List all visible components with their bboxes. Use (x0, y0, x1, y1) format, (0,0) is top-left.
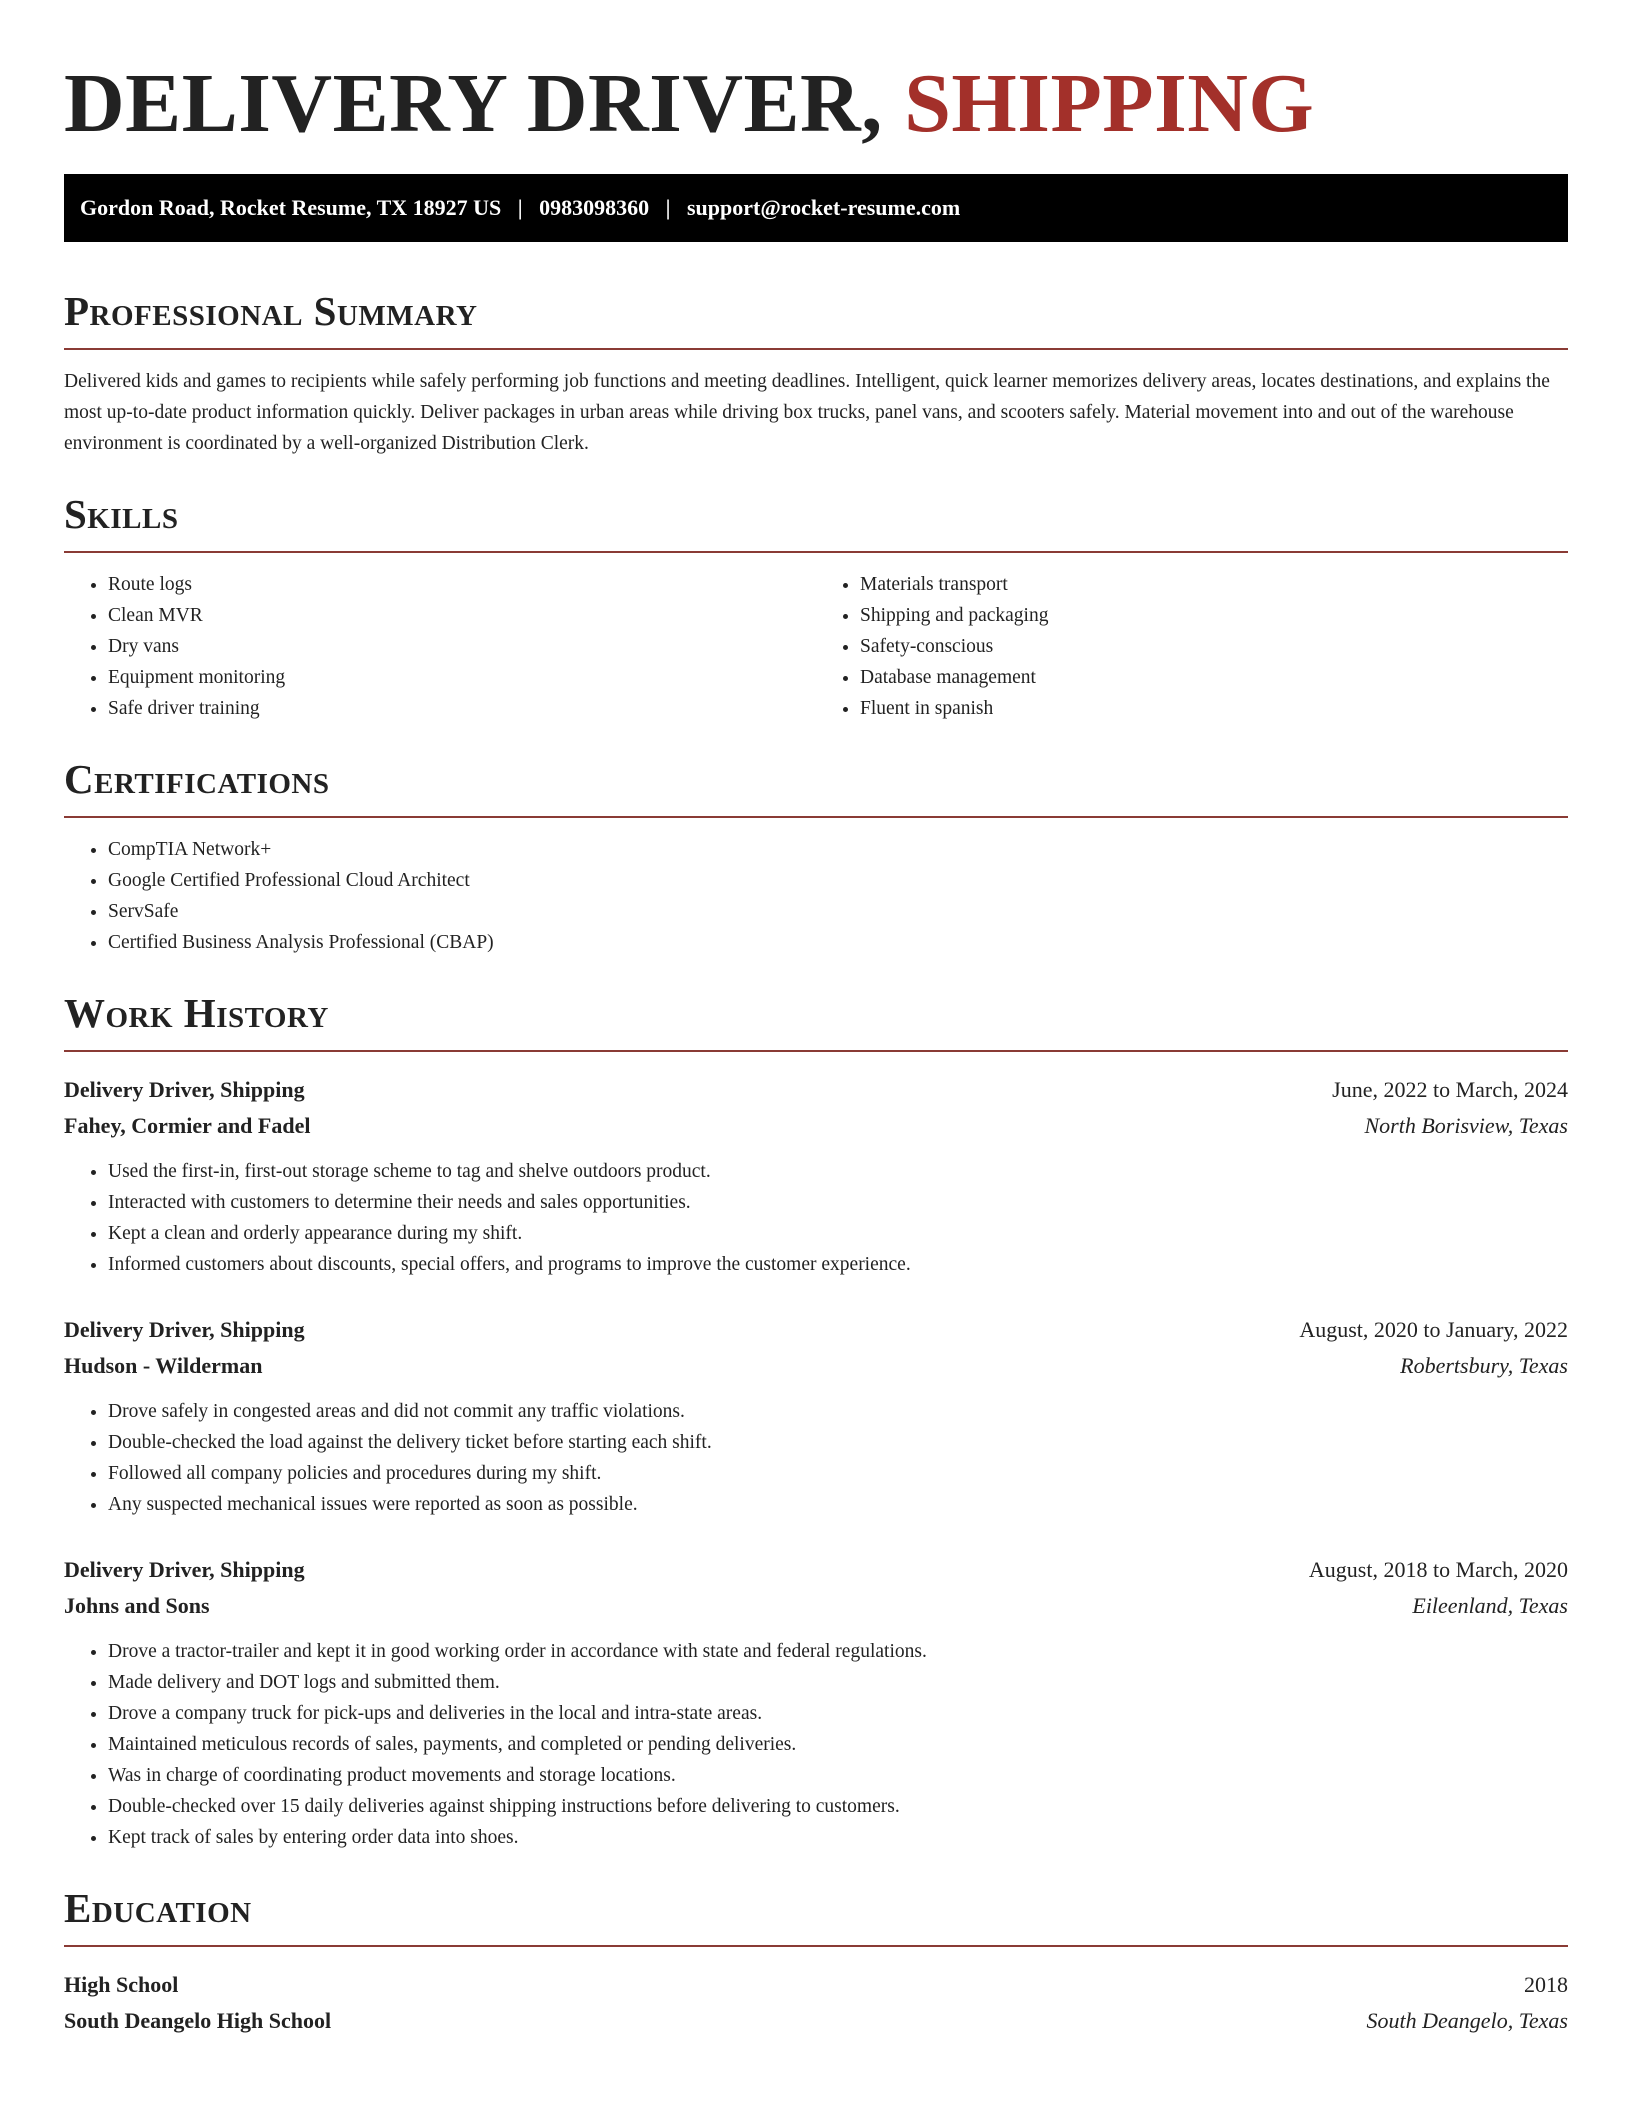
work-history-heading: Work History (64, 990, 329, 1036)
education-year: 2018 (1524, 1972, 1568, 1997)
skills-heading: Skills (64, 491, 179, 537)
skill-item: • Shipping and packaging (860, 600, 1568, 631)
job-bullet: • Drove a company truck for pick-ups and deliveries in the local and intra-state areas. (108, 1698, 1568, 1729)
certification-item: • CompTIA Network+ (108, 834, 1568, 865)
certification-item: • ServSafe (108, 896, 1568, 927)
resume-title (64, 56, 1568, 152)
job-bullets (64, 1636, 1568, 1853)
job-entry (64, 1072, 1568, 1280)
job-bullet: • Interacted with customers to determine their needs and sales opportunities. (108, 1187, 1568, 1218)
job-bullet: • Drove a tractor-trailer and kept it in good working order in accordance with state and federal regulations. (108, 1636, 1568, 1667)
education-school: South Deangelo High School (64, 2008, 332, 2033)
job-dates: June, 2022 to March, 2024 (1332, 1077, 1568, 1102)
education-degree: High School (64, 1972, 179, 1997)
job-role: Delivery Driver, Shipping (64, 1557, 305, 1582)
skill-item: • Safe driver training (108, 693, 816, 724)
skill-item: • Clean MVR (108, 600, 816, 631)
job-company: Hudson - Wilderman (64, 1353, 263, 1378)
summary-text: Delivered kids and games to recipients while safely performing job functions and meeting deadlines. Intelligent, quick learner memorizes delivery areas, locates destinations, and explains the most up-to-date product information quickly. Deliver packages in urban areas while driving box trucks, panel vans, and scooters safely. Material movement into and out of the warehouse environment is coordinated by a well-organized Distribution Clerk. (64, 371, 1550, 454)
skill-item: • Database management (860, 662, 1568, 693)
section-divider (64, 1945, 1568, 1947)
certification-item: • Certified Business Analysis Professional (CBAP) (108, 927, 1568, 958)
job-entry (64, 1552, 1568, 1853)
job-bullets (64, 1396, 1568, 1520)
education-location: South Deangelo, Texas (1366, 2008, 1568, 2033)
title-accent: SHIPPING (904, 57, 1315, 150)
job-bullet: • Made delivery and DOT logs and submitted them. (108, 1667, 1568, 1698)
job-dates: August, 2018 to March, 2020 (1308, 1557, 1568, 1582)
skill-item: • Safety-conscious (860, 631, 1568, 662)
job-company: Johns and Sons (64, 1593, 210, 1618)
job-bullet: • Any suspected mechanical issues were reported as soon as possible. (108, 1489, 1568, 1520)
job-location: North Borisview, Texas (1364, 1113, 1568, 1138)
section-divider (64, 1050, 1568, 1052)
job-bullet: • Drove safely in congested areas and did not commit any traffic violations. (108, 1396, 1568, 1427)
job-location: Eileenland, Texas (1412, 1593, 1568, 1618)
job-bullet: • Kept track of sales by entering order data into shoes. (108, 1822, 1568, 1853)
skill-item: • Route logs (108, 569, 816, 600)
job-bullets (64, 1156, 1568, 1280)
skills-list (64, 553, 1568, 724)
job-bullet: • Followed all company policies and procedures during my shift. (108, 1458, 1568, 1489)
summary-heading: Professional Summary (64, 288, 478, 334)
education-heading: Education (64, 1885, 252, 1931)
job-bullet: • Was in charge of coordinating product movements and storage locations. (108, 1760, 1568, 1791)
education-entry (64, 1967, 1568, 2039)
contact-bar (64, 174, 1568, 242)
section-divider (64, 816, 1568, 818)
skill-item: • Equipment monitoring (108, 662, 816, 693)
skill-item: • Fluent in spanish (860, 693, 1568, 724)
skills-right-column (816, 569, 1568, 724)
job-location: Robertsbury, Texas (1400, 1353, 1568, 1378)
skill-item: • Materials transport (860, 569, 1568, 600)
skill-item: • Dry vans (108, 631, 816, 662)
job-entry (64, 1312, 1568, 1520)
contact-info: Gordon Road, Rocket Resume, TX 18927 US | 0983098360 | support@rocket-resume.com (80, 195, 961, 220)
job-bullet: • Maintained meticulous records of sales, payments, and completed or pending deliveries. (108, 1729, 1568, 1760)
title-main: DELIVERY DRIVER, (64, 57, 883, 150)
job-role: Delivery Driver, Shipping (64, 1317, 305, 1342)
job-bullet: • Kept a clean and orderly appearance during my shift. (108, 1218, 1568, 1249)
job-bullet: • Double-checked over 15 daily deliveries against shipping instructions before delivering to customers. (108, 1791, 1568, 1822)
certification-item: • Google Certified Professional Cloud Architect (108, 865, 1568, 896)
job-bullet: • Informed customers about discounts, special offers, and programs to improve the customer experience. (108, 1249, 1568, 1280)
certifications-heading: Certifications (64, 756, 330, 802)
skills-left-column (64, 569, 816, 724)
certifications-list (64, 834, 1568, 958)
job-role: Delivery Driver, Shipping (64, 1077, 305, 1102)
job-dates: August, 2020 to January, 2022 (1299, 1317, 1568, 1342)
section-divider (64, 348, 1568, 350)
job-company: Fahey, Cormier and Fadel (64, 1113, 311, 1138)
job-bullet: • Double-checked the load against the delivery ticket before starting each shift. (108, 1427, 1568, 1458)
job-bullet: • Used the first-in, first-out storage scheme to tag and shelve outdoors product. (108, 1156, 1568, 1187)
